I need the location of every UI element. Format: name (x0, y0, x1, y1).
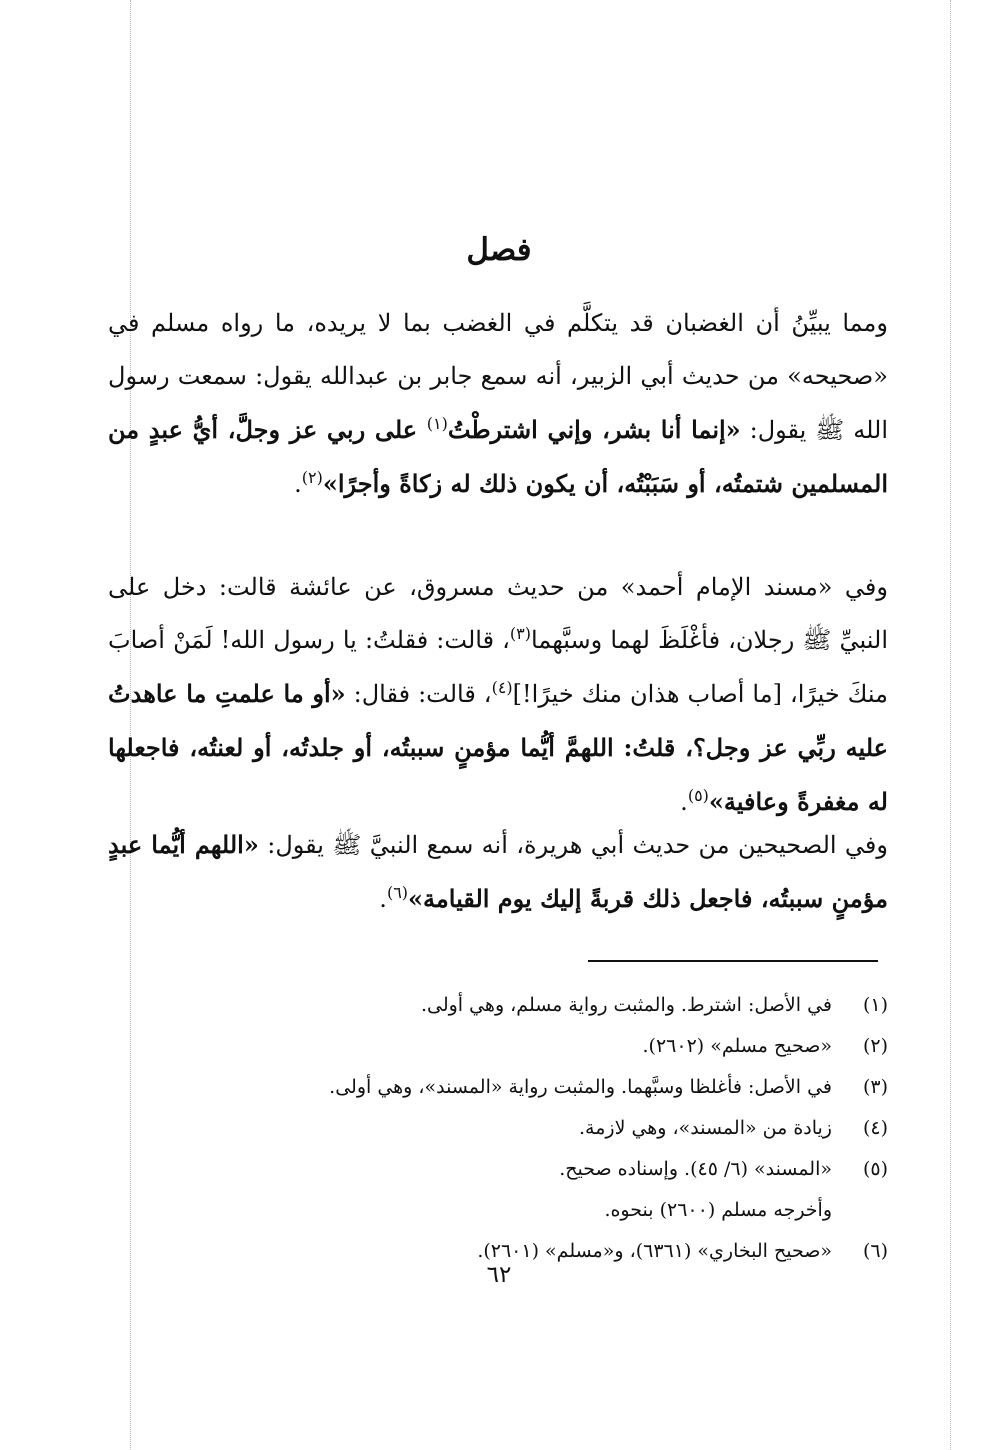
footnote-separator (588, 960, 878, 962)
paragraph-3-text: وفي الصحيحين من حديث أبي هريرة، أنه سمع النبيَّ ﷺ يقول: (258, 831, 888, 859)
footnote-number: (٢) (862, 1035, 888, 1057)
footnote-number (832, 1190, 888, 1231)
footnote-number: (٣) (862, 1076, 888, 1098)
footnote-number: (٤) (862, 1117, 888, 1139)
footnote-text: وأخرجه مسلم (٢٦٠٠) بنحوه. (604, 1199, 832, 1221)
paragraph-2-text-b: ، قالت: فقلتُ: يا رسول الله! لَمَنْ أصابَ منكَ خيرًا، [ما أصاب هذان منك خيرًا!] (108, 626, 888, 708)
footnote-item (160, 1067, 888, 1108)
paragraph-3 (108, 818, 888, 926)
footnote-text: زيادة من «المسند»، وهي لازمة. (578, 1117, 832, 1139)
paragraph-3-end: . (379, 885, 387, 913)
paragraph-2 (108, 561, 888, 829)
footnote-ref-6: (٦) (386, 883, 409, 902)
paragraph-2-text-c: ، قالت: فقال: (345, 680, 492, 708)
footnote-ref-1: (١) (426, 414, 448, 433)
page-number: ٦٢ (486, 1262, 512, 1288)
section-title: فصل (466, 232, 532, 268)
footnote-ref-5: (٥) (687, 786, 709, 805)
footnote-item (160, 1149, 888, 1190)
hadith-quote-1a: «إنما أنا بشر، وإني اشترطْتُ (447, 415, 741, 444)
hadith-quote-2: «أو ما علمتِ ما عاهدتُ عليه ربِّي عز وجل؟، قلتُ: اللهمَّ أيُّما مؤمنٍ سببتُه، أو جلدتُه، أو لعنتُه، فاجعلها له مغفرةً وعافية» (108, 679, 889, 816)
footnote-text: «المسند» (٦/ ٤٥). وإسناده صحيح. (559, 1158, 832, 1180)
footnote-number: (١) (862, 994, 888, 1016)
footnotes (160, 985, 888, 1272)
footnote-text: في الأصل: فأغلظا وسبَّهما. والمثبت رواية «المسند»، وهي أولى. (329, 1076, 832, 1098)
paragraph-1 (108, 297, 888, 511)
footnote-text: في الأصل: اشترط. والمثبت رواية مسلم، وهي أولى. (420, 994, 832, 1016)
margin-guide-right (950, 0, 951, 1450)
paragraph-2-end: . (680, 788, 688, 816)
paragraph-2-text-a: وفي «مسند الإمام أحمد» من حديث مسروق، عن عائشة قالت: دخل على النبيِّ ﷺ رجلان، فأغْلَظَ لهما وسبَّهما (108, 573, 889, 654)
footnote-item (160, 1190, 888, 1231)
footnote-number: (٦) (862, 1240, 888, 1262)
paragraph-1-end: . (294, 470, 302, 498)
footnote-ref-2: (٢) (301, 468, 323, 487)
footnote-text: «صحيح مسلم» (٢٦٠٢). (642, 1035, 832, 1057)
footnote-item (160, 985, 888, 1026)
hadith-quote-1b: على ربي عز وجلَّ، أيُّ عبدٍ من المسلمين شتمتُه، أو سَبَبْتُه، أن يكون ذلك له زكاةً وأجرًا» (108, 415, 888, 498)
paragraph-1-text: ومما يبيِّنُ أن الغضبان قد يتكلَّم في الغضب بما لا يريده، ما رواه مسلم في «صحيحه» من حديث أبي الزبير، أنه سمع جابر بن عبدالله يقول: سمعت رسول الله ﷺ يقول: (108, 309, 888, 444)
footnote-number: (٥) (862, 1158, 888, 1180)
footnote-ref-4: (٤) (491, 678, 513, 697)
hadith-quote-3: «اللهم أيُّما عبدٍ مؤمنٍ سببتُه، فاجعل ذلك قربةً إليك يوم القيامة» (108, 830, 888, 913)
footnote-text: «صحيح البخاري» (٦٣٦١)، و«مسلم» (٢٦٠١). (477, 1240, 832, 1262)
footnote-item (160, 1026, 888, 1067)
footnote-ref-3: (٣) (509, 624, 532, 643)
footnote-item (160, 1108, 888, 1149)
